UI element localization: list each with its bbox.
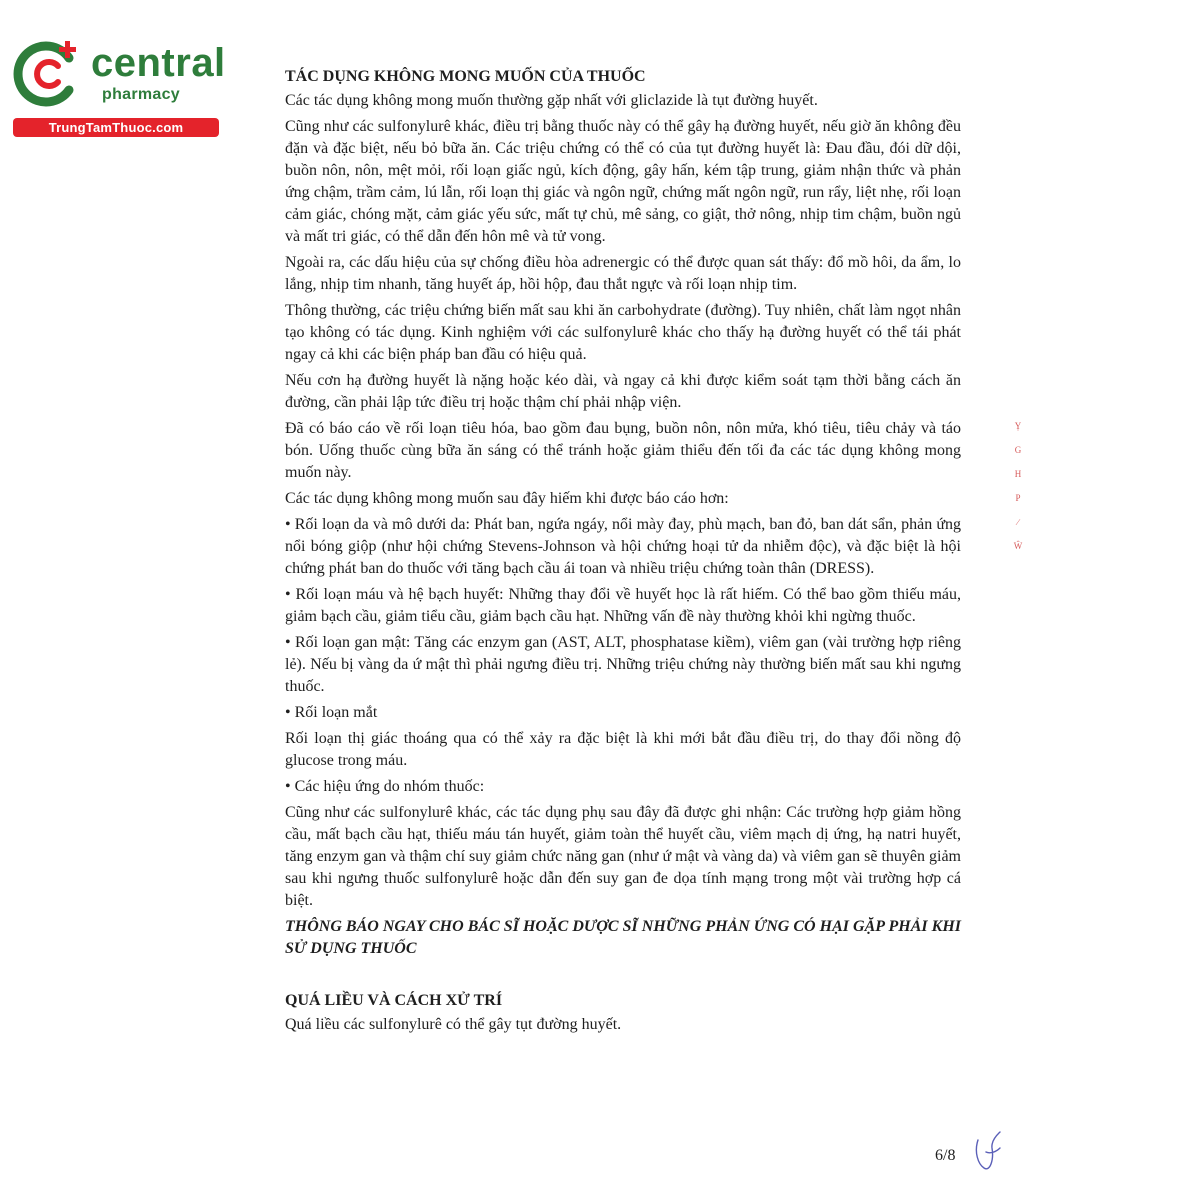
paragraph: Cũng như các sulfonylurê khác, điều trị bằng thuốc này có thể gây hạ đường huyết, nếu giờ ăn không đều đặn và đặc biệt, nếu bỏ bữa ăn. Các triệu chứng có thể có của tụt đường huyết là: Đau đầu, đói dữ dội, buồn nôn, nôn, mệt mỏi, rối loạn giấc ngủ, kích động, gây hấn, kém tập trung, giảm nhận thức và phản ứng chậm, trầm cảm, lú lẫn, rối loạn thị giác và ngôn ngữ, chứng mất ngôn ngữ, run rẩy, liệt nhẹ, rối loạn cảm giác, chóng mặt, cảm giác yếu sức, mất tự chủ, mê sảng, co giật, thở nông, nhịp tim chậm, buồn ngủ và mất tri giác, có thể dẫn đến hôn mê và tử vong. bbox=[285, 118, 961, 245]
paragraph: Đã có báo cáo về rối loạn tiêu hóa, bao gồm đau bụng, buồn nôn, nôn mửa, khó tiêu, tiêu chảy và táo bón. Uống thuốc cùng bữa ăn sáng có thể tránh hoặc giảm thiểu đến tối đa các tác dụng không mong muốn này. bbox=[285, 420, 961, 481]
stamp-mark: ∕ bbox=[1017, 517, 1019, 527]
bullet-item: • Rối loạn mắt bbox=[285, 704, 378, 721]
margin-stamp-marks bbox=[1011, 420, 1025, 564]
bullet-item: • Rối loạn gan mật: Tăng các enzym gan (AST, ALT, phosphatase kiềm), viêm gan (vài trường hợp riêng lẻ). Nếu bị vàng da ứ mật thì phải ngưng điều trị. Những triệu chứng này thường biến mất sau khi ngưng thuốc. bbox=[285, 634, 961, 695]
stamp-mark: Ỵ bbox=[1014, 421, 1022, 431]
stamp-mark: H bbox=[1014, 469, 1022, 479]
stamp-mark: P bbox=[1015, 493, 1021, 503]
bullet-item: • Rối loạn da và mô dưới da: Phát ban, ngứa ngáy, nổi mày đay, phù mạch, ban đỏ, ban dát sẩn, phản ứng nổi bóng giộp (như hội chứng Stevens-Johnson và hội chứng hoại tử da nhiễm độc), và đặc biệt là hội chứng phát ban do thuốc với tăng bạch cầu ái toan và nhiều triệu chứng toàn thân (DRESS). bbox=[285, 516, 961, 577]
paragraph: Ngoài ra, các dấu hiệu của sự chống điều hòa adrenergic có thể được quan sát thấy: đổ mồ hôi, da ẩm, lo lắng, nhịp tim nhanh, tăng huyết áp, hồi hộp, đau thắt ngực và rối loạn nhịp tim. bbox=[285, 254, 961, 293]
section-heading-overdose: QUÁ LIỀU VÀ CÁCH XỬ TRÍ bbox=[285, 992, 503, 1009]
bullet-item: • Rối loạn máu và hệ bạch huyết: Những thay đổi về huyết học là rất hiếm. Có thể bao gồm thiếu máu, giảm bạch cầu, giảm tiểu cầu, giảm bạch cầu hạt. Những vấn đề này thường khỏi khi ngừng thuốc. bbox=[285, 586, 961, 625]
central-pharmacy-c-icon bbox=[11, 38, 83, 110]
document-body bbox=[285, 66, 961, 1040]
stamp-mark: G bbox=[1014, 445, 1022, 455]
logo-website-banner: TrungTamThuoc.com bbox=[13, 118, 219, 137]
stamp-mark: Ŵ bbox=[1013, 541, 1023, 551]
paragraph: Cũng như các sulfonylurê khác, các tác dụng phụ sau đây đã được ghi nhận: Các trường hợp giảm hồng cầu, mất bạch cầu hạt, thiếu máu tán huyết, giảm toàn thể huyết cầu, viêm mạch dị ứng, hạ natri huyết, tăng enzym gan và thậm chí suy giảm chức năng gan (như ứ mật và vàng da) và viêm gan sẽ thuyên giảm sau khi ngưng thuốc sulfonylurê hoặc dẫn đến suy gan đe dọa tính mạng trong một vài trường hợp cá biệt. bbox=[285, 804, 961, 909]
paragraph: Các tác dụng không mong muốn sau đây hiếm khi được báo cáo hơn: bbox=[285, 490, 729, 507]
paragraph: Các tác dụng không mong muốn thường gặp nhất với gliclazide là tụt đường huyết. bbox=[285, 92, 818, 109]
signature-initial-icon bbox=[972, 1130, 1004, 1176]
central-pharmacy-logo[interactable] bbox=[11, 38, 226, 138]
warning-notice: THÔNG BÁO NGAY CHO BÁC SĨ HOẶC DƯỢC SĨ NHỮNG PHẢN ỨNG CÓ HẠI GẶP PHẢI KHI SỬ DỤNG THUỐC bbox=[285, 918, 961, 957]
paragraph: Thông thường, các triệu chứng biến mất sau khi ăn carbohydrate (đường). Tuy nhiên, chất làm ngọt nhân tạo không có tác dụng. Kinh nghiệm với các sulfonylurê khác cho thấy hạ đường huyết có thể tái phát ngay cả khi các biện pháp ban đầu có hiệu quả. bbox=[285, 302, 961, 363]
paragraph: Quá liều các sulfonylurê có thể gây tụt đường huyết. bbox=[285, 1016, 622, 1033]
page-number: 6/8 bbox=[935, 1147, 956, 1164]
paragraph: Nếu cơn hạ đường huyết là nặng hoặc kéo dài, và ngay cả khi được kiểm soát tạm thời bằng cách ăn đường, cần phải lập tức điều trị hoặc thậm chí phải nhập viện. bbox=[285, 372, 961, 411]
logo-subtitle: pharmacy bbox=[102, 86, 180, 103]
bullet-item: • Các hiệu ứng do nhóm thuốc: bbox=[285, 778, 485, 795]
logo-wordmark: central bbox=[91, 41, 226, 85]
section-heading-side-effects: TÁC DỤNG KHÔNG MONG MUỐN CỦA THUỐC bbox=[285, 68, 646, 85]
paragraph: Rối loạn thị giác thoáng qua có thể xảy ra đặc biệt là khi mới bắt đầu điều trị, do thay đổi nồng độ glucose trong máu. bbox=[285, 730, 961, 769]
